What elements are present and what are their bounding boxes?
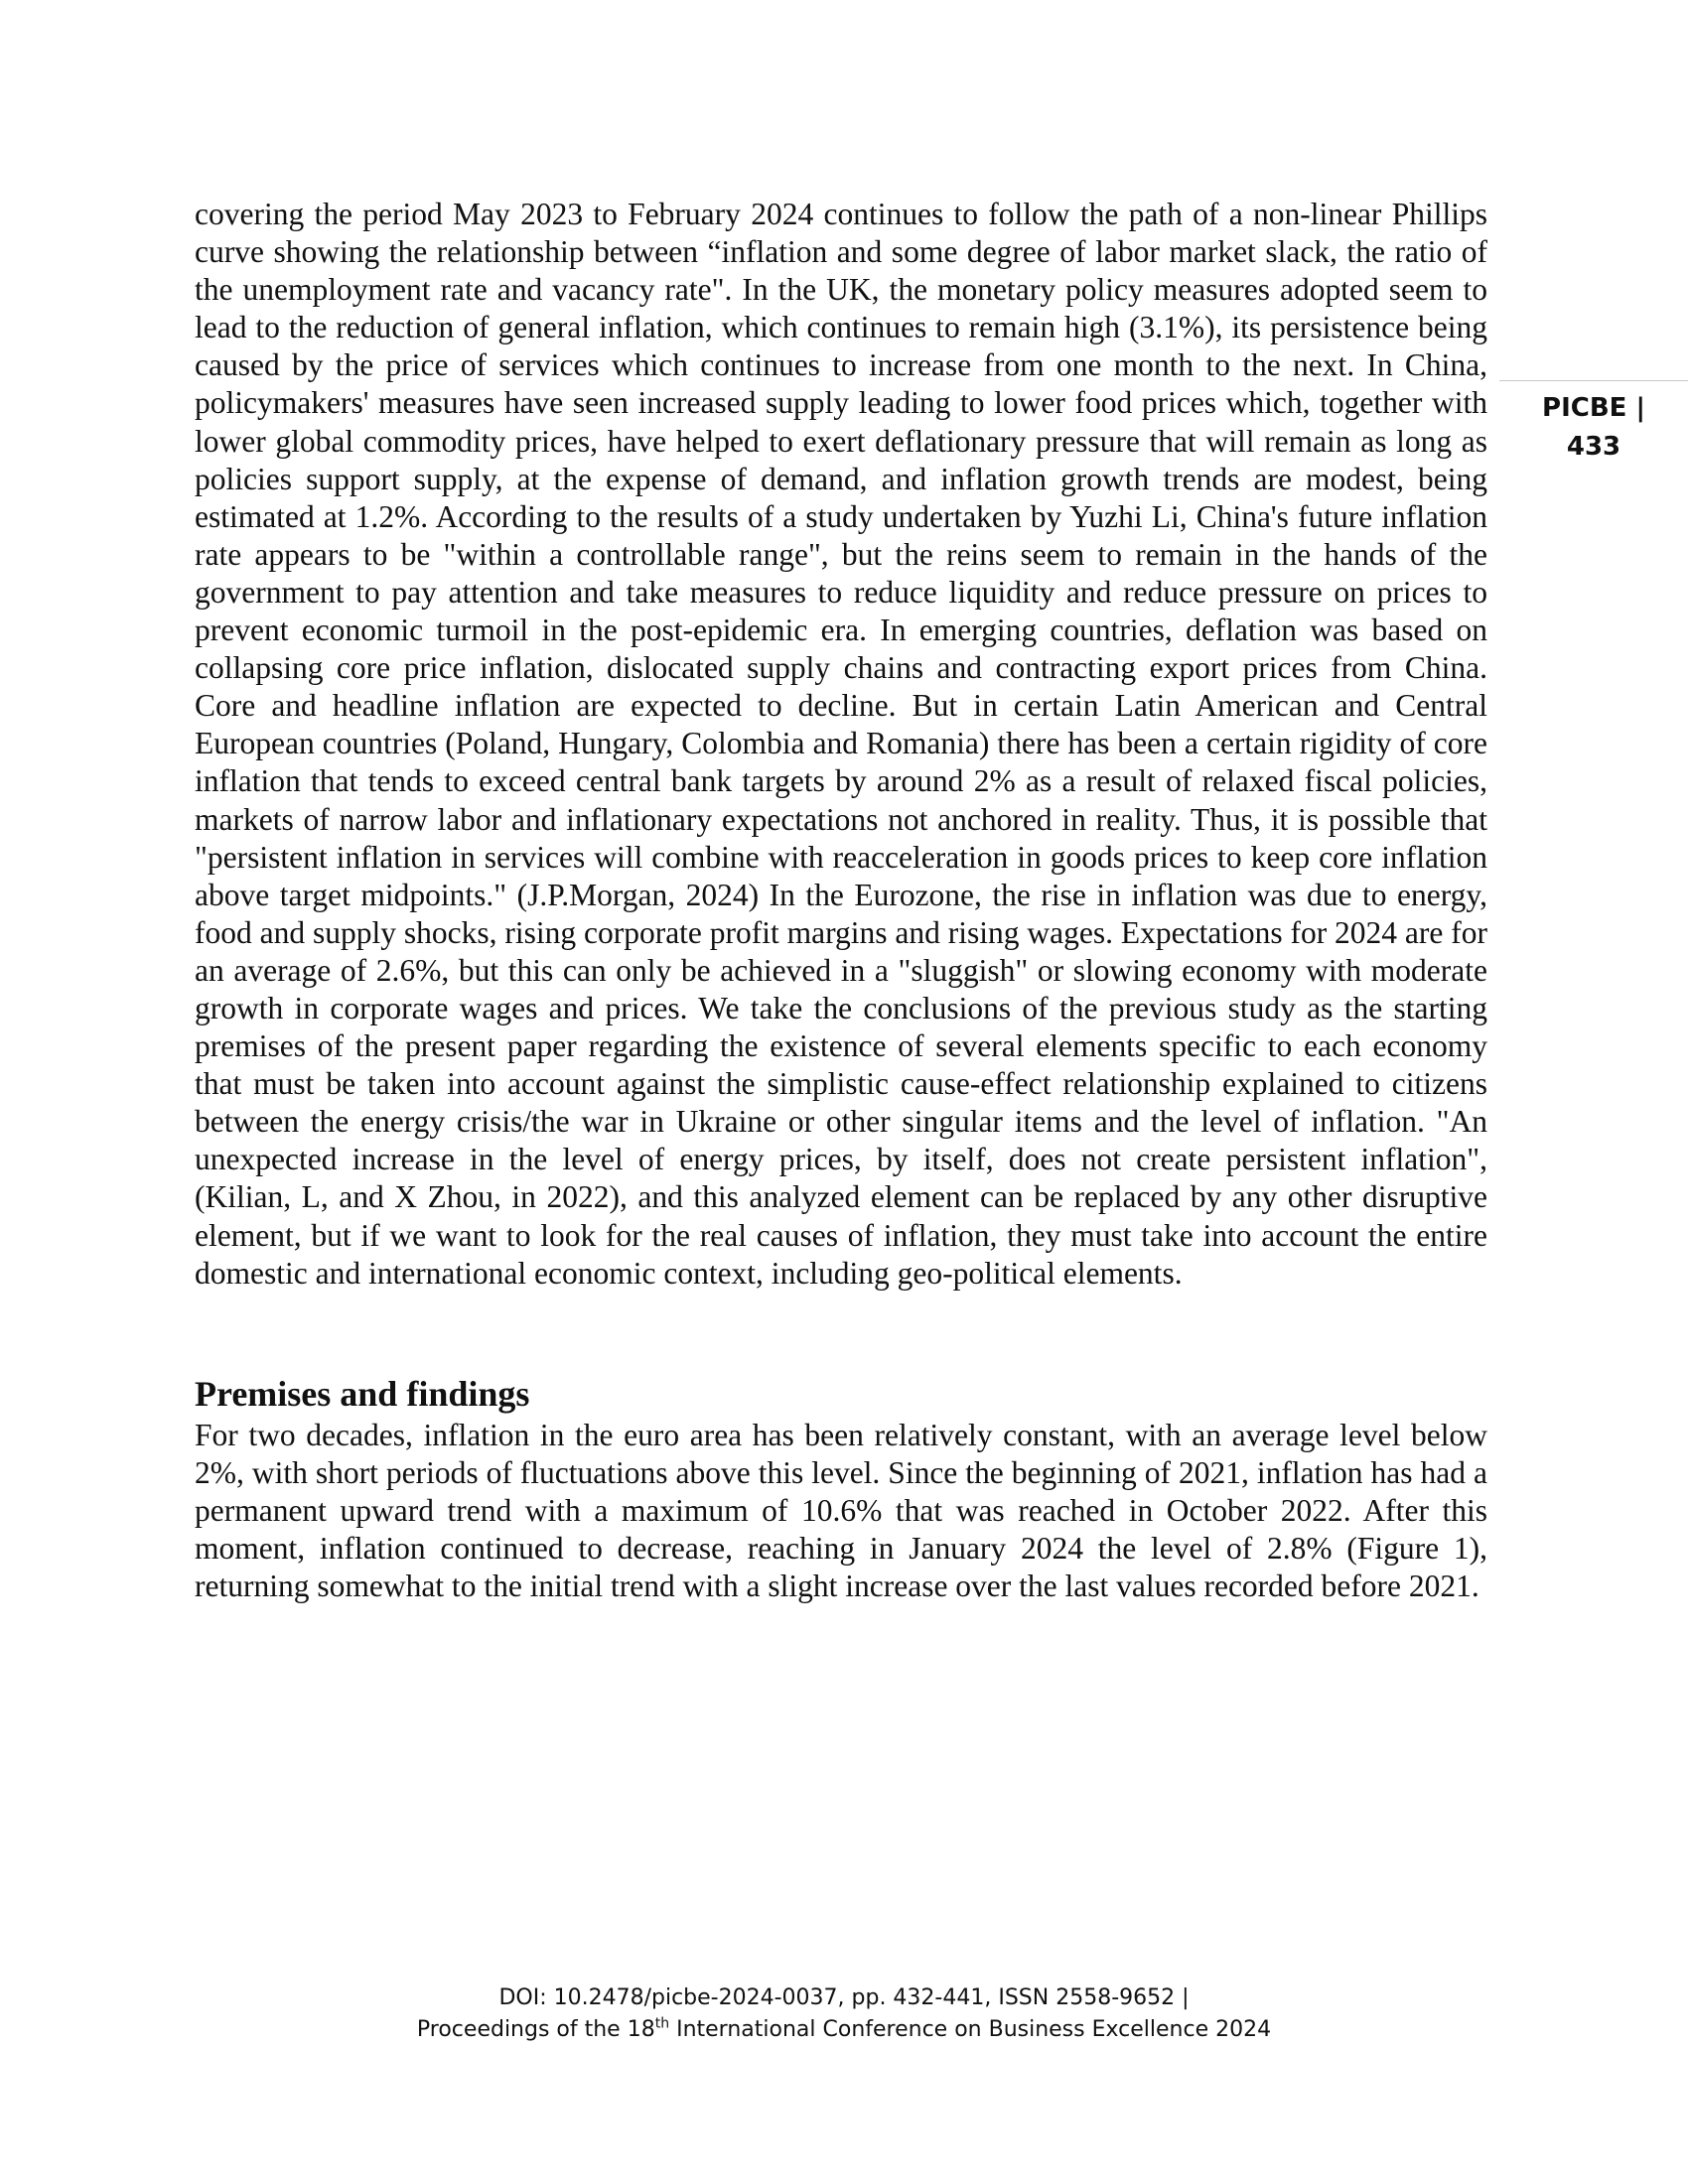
journal-name: PICBE | bbox=[1542, 393, 1645, 423]
page-number: 433 bbox=[1566, 432, 1621, 462]
body-paragraph-premises bbox=[195, 1417, 1487, 1605]
footer-proceedings-suffix: International Conference on Business Excellence 2024 bbox=[669, 2017, 1272, 2042]
footer-ordinal-superscript: th bbox=[654, 2015, 670, 2032]
section-heading: Premises and findings bbox=[195, 1374, 530, 1414]
footer-proceedings-prefix: Proceedings of the 18 bbox=[416, 2017, 655, 2042]
paragraph-text: For two decades, inflation in the euro area has been relatively constant, with an average level below 2%, with short periods of fluctuations above this level. Since the beginning of 2021, inflation has had a permanent upward trend with a maximum of 10.6% that was reached in October 2022. After this moment, inflation continued to decrease, reaching in January 2024 the level of 2.8% (Figure 1), returning somewhat to the initial trend with a slight increase over the last values recorded before 2021. bbox=[195, 1418, 1487, 1604]
footer-proceedings-line bbox=[0, 2014, 1688, 2046]
side-margin-divider bbox=[1499, 380, 1688, 381]
journal-page-marker bbox=[1519, 389, 1668, 467]
paragraph-text: covering the period May 2023 to February 2024 continues to follow the path of a non-linear Phillips curve showing the relationship between “inflation and some degree of labor market slack, the ratio of the unemployment rate and vacancy rate". In the UK, the monetary policy measures adopted seem to lead to the reduction of general inflation, which continues to remain high (3.1%), its persistence being caused by the price of services which continues to increase from one month to the next. In China, policymakers' measures have seen increased supply leading to lower food prices which, together with lower global commodity prices, have helped to exert deflationary pressure that will remain as long as policies support supply, at the expense of demand, and inflation growth trends are modest, being estimated at 1.2%. According to the results of a study undertaken by Yuzhi Li, China's future inflation rate appears to be "within a controllable range", but the reins seem to remain in the hands of the government to pay attention and take measures to reduce liquidity and reduce pressure on prices to prevent economic turmoil in the post-epidemic era. In emerging countries, deflation was based on collapsing core price inflation, dislocated supply chains and contracting export prices from China. Core and headline inflation are expected to decline. But in certain Latin American and Central European countries (Poland, Hungary, Colombia and Romania) there has been a certain rigidity of core inflation that tends to exceed central bank targets by around 2% as a result of relaxed fiscal policies, markets of narrow labor and inflationary expectations not anchored in reality. Thus, it is possible that "persistent inflation in services will combine with reacceleration in goods prices to keep core inflation above target midpoints." (J.P.Morgan, 2024) In the Eurozone, the rise in inflation was due to energy, food and supply shocks, rising corporate profit margins and rising wages. Expectations for 2024 are for an average of 2.6%, but this can only be achieved in a "sluggish" or slowing economy with moderate growth in corporate wages and prices. We take the conclusions of the previous study as the starting premises of the present paper regarding the existence of several elements specific to each economy that must be taken into account against the simplistic cause-effect relationship explained to citizens between the energy crisis/the war in Ukraine or other singular items and the level of inflation. "An unexpected increase in the level of energy prices, by itself, does not create persistent inflation", (Kilian, L, and X Zhou, in 2022), and this analyzed element can be replaced by any other disruptive element, but if we want to look for the real causes of inflation, they must take into account the entire domestic and international economic context, including geo-political elements. bbox=[195, 197, 1487, 1291]
body-paragraph-inflation-context bbox=[195, 196, 1487, 1293]
page-footer bbox=[0, 1982, 1688, 2046]
footer-doi-line: DOI: 10.2478/picbe-2024-0037, pp. 432-441, ISSN 2558-9652 | bbox=[498, 1985, 1190, 2010]
